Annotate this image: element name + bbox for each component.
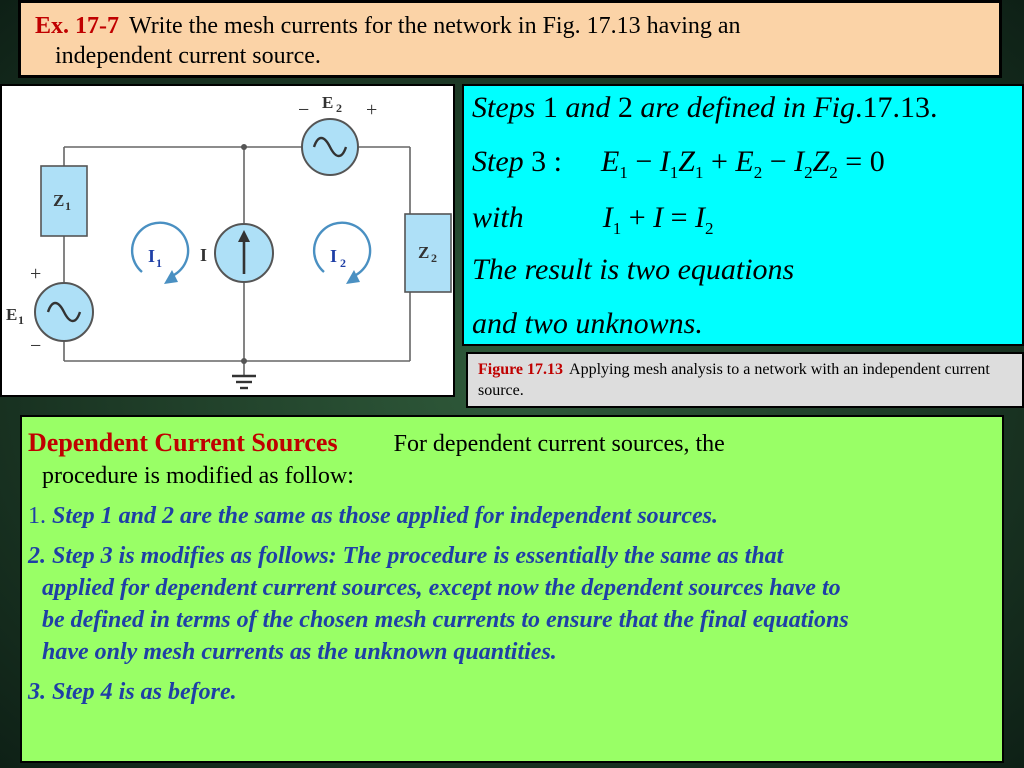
current-source-icon bbox=[215, 224, 273, 282]
example-label: Ex. 17-7 bbox=[35, 13, 119, 39]
intro-text-a: For dependent current sources, the bbox=[393, 431, 725, 457]
item-1-text: Step 1 and 2 are the same as those applied for independent sources. bbox=[52, 503, 719, 529]
example-text-line1: Write the mesh currents for the network in Fig. 17.13 having an bbox=[129, 13, 741, 39]
E1-label: E bbox=[6, 305, 18, 324]
mesh-I2-arrow-icon bbox=[314, 223, 370, 284]
dependent-sources-box bbox=[20, 415, 1004, 763]
item-2-line4: have only mesh currents as the unknown quantities. bbox=[42, 639, 557, 665]
item-2-line1: 2. Step 3 is modifies as follows: The procedure is essentially the same as that bbox=[28, 543, 784, 569]
item-2-line3: be defined in terms of the chosen mesh currents to ensure that the final equations bbox=[42, 607, 849, 633]
steps-line3-constraint: with $I_1 + I = I_2$ bbox=[472, 201, 714, 238]
item-1-number: 1. bbox=[28, 503, 46, 529]
E1-minus-label: − bbox=[30, 335, 42, 357]
Z1-sub: 1 bbox=[65, 199, 71, 213]
section-title: Dependent Current Sources bbox=[28, 428, 338, 457]
Z2-label: Z bbox=[418, 243, 430, 262]
steps-box bbox=[462, 84, 1024, 346]
E1-source-icon bbox=[35, 283, 93, 341]
figure-caption-text: Applying mesh analysis to a network with an independent current source. bbox=[478, 361, 990, 399]
dependent-intro bbox=[28, 427, 990, 460]
I1-sub: 1 bbox=[156, 256, 162, 270]
E1-sub: 1 bbox=[18, 313, 24, 327]
ground-icon bbox=[232, 376, 256, 388]
example-text-line2: independent current source. bbox=[55, 43, 321, 69]
figure-caption bbox=[466, 352, 1024, 408]
item-2-line2: applied for dependent current sources, except now the dependent sources have to bbox=[42, 575, 841, 601]
circuit-diagram bbox=[2, 86, 453, 395]
circuit-figure bbox=[0, 84, 455, 397]
mesh-I1-arrow-icon bbox=[132, 223, 188, 284]
steps-line2-equation: Step 3 : $E_1 - I_1Z_1 + E_2 - I_2Z_2 = 0$ bbox=[472, 145, 885, 182]
I-label: I bbox=[200, 245, 208, 265]
I2-sub: 2 bbox=[340, 256, 346, 270]
figure-caption-label: Figure 17.13 bbox=[478, 361, 564, 378]
E2-minus-label: − bbox=[298, 99, 310, 121]
example-header bbox=[18, 0, 1002, 78]
item-3: 3. Step 4 is as before. bbox=[28, 679, 237, 705]
I2-label: I bbox=[330, 246, 338, 266]
steps-line1: Steps 1 and 2 are defined in Fig.17.13. bbox=[472, 91, 938, 124]
Z2-sub: 2 bbox=[431, 251, 437, 265]
E2-sub: 2 bbox=[336, 101, 342, 115]
steps-line4: The result is two equations bbox=[472, 253, 795, 286]
E2-plus-label: + bbox=[366, 99, 378, 121]
E2-source-icon bbox=[302, 119, 358, 175]
E2-label: E bbox=[322, 93, 334, 112]
E1-plus-label: + bbox=[30, 263, 42, 285]
intro-text-b: procedure is modified as follow: bbox=[42, 463, 354, 489]
item-1 bbox=[28, 500, 990, 532]
steps-line5: and two unknowns. bbox=[472, 307, 703, 340]
Z1-label: Z bbox=[53, 191, 65, 210]
I1-label: I bbox=[148, 246, 156, 266]
